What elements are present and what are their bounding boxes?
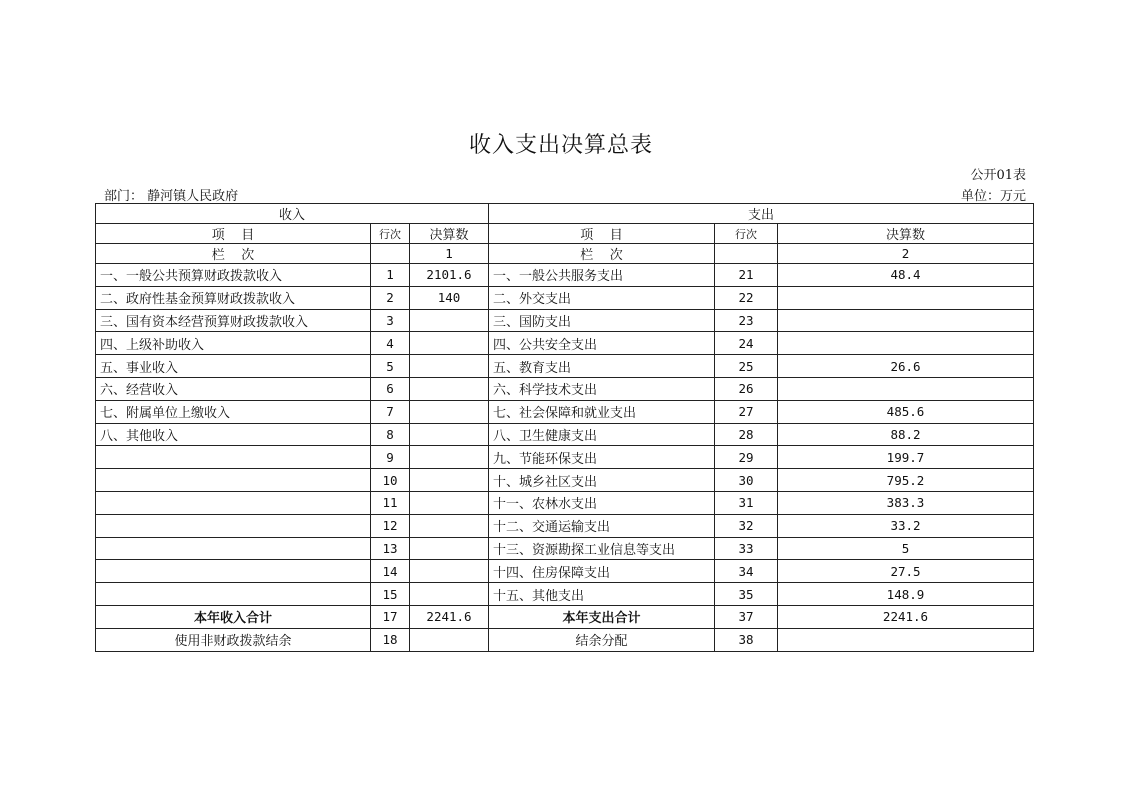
- income-amount-cell: [410, 400, 489, 423]
- table-body: [96, 204, 1034, 652]
- expense-item-cell: 一、一般公共服务支出: [489, 264, 715, 287]
- income-row-number-cell: 1: [371, 264, 410, 287]
- expense-row-number-cell: 25: [715, 355, 778, 378]
- table-row: [96, 423, 1034, 446]
- total-row: [96, 605, 1034, 628]
- expense-amount-cell: 88.2: [778, 423, 1034, 446]
- table-row: [96, 264, 1034, 287]
- expense-row-number-cell: 24: [715, 332, 778, 355]
- income-amount-cell: [410, 628, 489, 651]
- header-row-sections: [96, 204, 1034, 224]
- table-row: [96, 469, 1034, 492]
- table-row: [96, 537, 1034, 560]
- summary-table: [95, 203, 1034, 652]
- income-item-cell: [96, 560, 371, 583]
- expense-column-blank: [715, 244, 778, 264]
- expense-item-header: 项 目: [489, 224, 715, 244]
- expense-item-cell: 十一、农林水支出: [489, 491, 715, 514]
- expense-amount-cell: 48.4: [778, 264, 1034, 287]
- table-row: [96, 332, 1034, 355]
- income-row-number-cell: 7: [371, 400, 410, 423]
- form-number: 公开01表: [970, 168, 1026, 183]
- income-row-number-cell: 14: [371, 560, 410, 583]
- expense-amount-cell: 2241.6: [778, 605, 1034, 628]
- department-label: 部门： 静河镇人民政府: [104, 189, 239, 204]
- expense-row-number-cell: 26: [715, 377, 778, 400]
- header-row-columns: [96, 224, 1034, 244]
- income-column-blank: [371, 244, 410, 264]
- expense-amount-cell: [778, 332, 1034, 355]
- balance-row: [96, 628, 1034, 651]
- income-row-number-cell: 8: [371, 423, 410, 446]
- expense-item-cell: 十三、资源勘探工业信息等支出: [489, 537, 715, 560]
- income-amount-cell: [410, 537, 489, 560]
- expense-row-number-cell: 29: [715, 446, 778, 469]
- income-amount-cell: [410, 309, 489, 332]
- income-amount-cell: [410, 491, 489, 514]
- expense-item-cell: 七、社会保障和就业支出: [489, 400, 715, 423]
- expense-amount-cell: 5: [778, 537, 1034, 560]
- income-amount-cell: [410, 560, 489, 583]
- expense-amount-cell: 27.5: [778, 560, 1034, 583]
- income-item-cell: 使用非财政拨款结余: [96, 628, 371, 651]
- expense-item-cell: 五、教育支出: [489, 355, 715, 378]
- expense-amount-cell: [778, 377, 1034, 400]
- expense-amount-header: 决算数: [778, 224, 1034, 244]
- income-row-number-cell: 18: [371, 628, 410, 651]
- income-item-cell: [96, 514, 371, 537]
- expense-item-cell: 九、节能环保支出: [489, 446, 715, 469]
- expense-amount-cell: 26.6: [778, 355, 1034, 378]
- income-row-number-cell: 4: [371, 332, 410, 355]
- income-row-number-cell: 6: [371, 377, 410, 400]
- income-item-cell: 八、其他收入: [96, 423, 371, 446]
- table-row: [96, 355, 1034, 378]
- table-row: [96, 400, 1034, 423]
- income-row-number-cell: 11: [371, 491, 410, 514]
- income-item-header: 项 目: [96, 224, 371, 244]
- income-amount-cell: [410, 377, 489, 400]
- expense-row-number-cell: 28: [715, 423, 778, 446]
- expense-amount-cell: 485.6: [778, 400, 1034, 423]
- expense-row-number-cell: 37: [715, 605, 778, 628]
- expense-row-number-cell: 38: [715, 628, 778, 651]
- expense-row-number-cell: 23: [715, 309, 778, 332]
- income-item-cell: [96, 469, 371, 492]
- expense-row-number-cell: 34: [715, 560, 778, 583]
- expense-row-number-cell: 32: [715, 514, 778, 537]
- income-item-cell: 本年收入合计: [96, 605, 371, 628]
- expense-row-number-cell: 31: [715, 491, 778, 514]
- expense-column-number: 2: [778, 244, 1034, 264]
- income-amount-cell: [410, 423, 489, 446]
- table-row: [96, 309, 1034, 332]
- expense-item-cell: 二、外交支出: [489, 286, 715, 309]
- income-amount-cell: [410, 583, 489, 606]
- expense-item-cell: 三、国防支出: [489, 309, 715, 332]
- income-amount-cell: [410, 514, 489, 537]
- expense-item-cell: 十、城乡社区支出: [489, 469, 715, 492]
- income-row-number-cell: 10: [371, 469, 410, 492]
- expense-item-cell: 四、公共安全支出: [489, 332, 715, 355]
- income-item-cell: [96, 583, 371, 606]
- expense-item-cell: 六、科学技术支出: [489, 377, 715, 400]
- income-row-number-cell: 2: [371, 286, 410, 309]
- income-item-cell: [96, 491, 371, 514]
- expense-item-cell: 十四、住房保障支出: [489, 560, 715, 583]
- expense-item-cell: 结余分配: [489, 628, 715, 651]
- expense-row-number-cell: 22: [715, 286, 778, 309]
- expense-amount-cell: 199.7: [778, 446, 1034, 469]
- expense-item-cell: 十五、其他支出: [489, 583, 715, 606]
- income-row-number-cell: 5: [371, 355, 410, 378]
- expense-amount-cell: 795.2: [778, 469, 1034, 492]
- income-item-cell: 二、政府性基金预算财政拨款收入: [96, 286, 371, 309]
- income-column-label: 栏 次: [96, 244, 371, 264]
- expense-amount-cell: 148.9: [778, 583, 1034, 606]
- table-row: [96, 491, 1034, 514]
- income-amount-cell: 2101.6: [410, 264, 489, 287]
- income-row-number-cell: 15: [371, 583, 410, 606]
- expense-item-cell: 本年支出合计: [489, 605, 715, 628]
- income-amount-cell: [410, 469, 489, 492]
- expense-row-number-cell: 21: [715, 264, 778, 287]
- table-row: [96, 560, 1034, 583]
- income-amount-cell: [410, 355, 489, 378]
- income-item-cell: 六、经营收入: [96, 377, 371, 400]
- income-row-number-cell: 13: [371, 537, 410, 560]
- table-row: [96, 377, 1034, 400]
- table-row: [96, 446, 1034, 469]
- expense-row-number-cell: 35: [715, 583, 778, 606]
- unit-label: 单位：万元: [960, 189, 1026, 204]
- expense-item-cell: 八、卫生健康支出: [489, 423, 715, 446]
- income-row-number-cell: 3: [371, 309, 410, 332]
- income-amount-cell: [410, 332, 489, 355]
- income-amount-header: 决算数: [410, 224, 489, 244]
- income-rowno-header: 行次: [371, 224, 410, 244]
- expense-section-header: 支出: [489, 204, 1034, 224]
- income-item-cell: [96, 537, 371, 560]
- income-section-header: 收入: [96, 204, 489, 224]
- income-item-cell: [96, 446, 371, 469]
- page-title: 收入支出决算总表: [468, 133, 653, 158]
- income-row-number-cell: 9: [371, 446, 410, 469]
- expense-item-cell: 十二、交通运输支出: [489, 514, 715, 537]
- expense-column-label: 栏 次: [489, 244, 715, 264]
- expense-row-number-cell: 27: [715, 400, 778, 423]
- income-item-cell: 七、附属单位上缴收入: [96, 400, 371, 423]
- expense-amount-cell: [778, 309, 1034, 332]
- income-amount-cell: [410, 446, 489, 469]
- table-row: [96, 286, 1034, 309]
- income-amount-cell: 140: [410, 286, 489, 309]
- header-row-column-index: [96, 244, 1034, 264]
- expense-row-number-cell: 30: [715, 469, 778, 492]
- table-row: [96, 514, 1034, 537]
- expense-amount-cell: [778, 628, 1034, 651]
- expense-row-number-cell: 33: [715, 537, 778, 560]
- income-row-number-cell: 17: [371, 605, 410, 628]
- expense-amount-cell: 383.3: [778, 491, 1034, 514]
- income-item-cell: 四、上级补助收入: [96, 332, 371, 355]
- income-item-cell: 三、国有资本经营预算财政拨款收入: [96, 309, 371, 332]
- income-item-cell: 五、事业收入: [96, 355, 371, 378]
- table-row: [96, 583, 1034, 606]
- income-amount-cell: 2241.6: [410, 605, 489, 628]
- expense-rowno-header: 行次: [715, 224, 778, 244]
- income-item-cell: 一、一般公共预算财政拨款收入: [96, 264, 371, 287]
- expense-amount-cell: 33.2: [778, 514, 1034, 537]
- income-column-number: 1: [410, 244, 489, 264]
- income-row-number-cell: 12: [371, 514, 410, 537]
- expense-amount-cell: [778, 286, 1034, 309]
